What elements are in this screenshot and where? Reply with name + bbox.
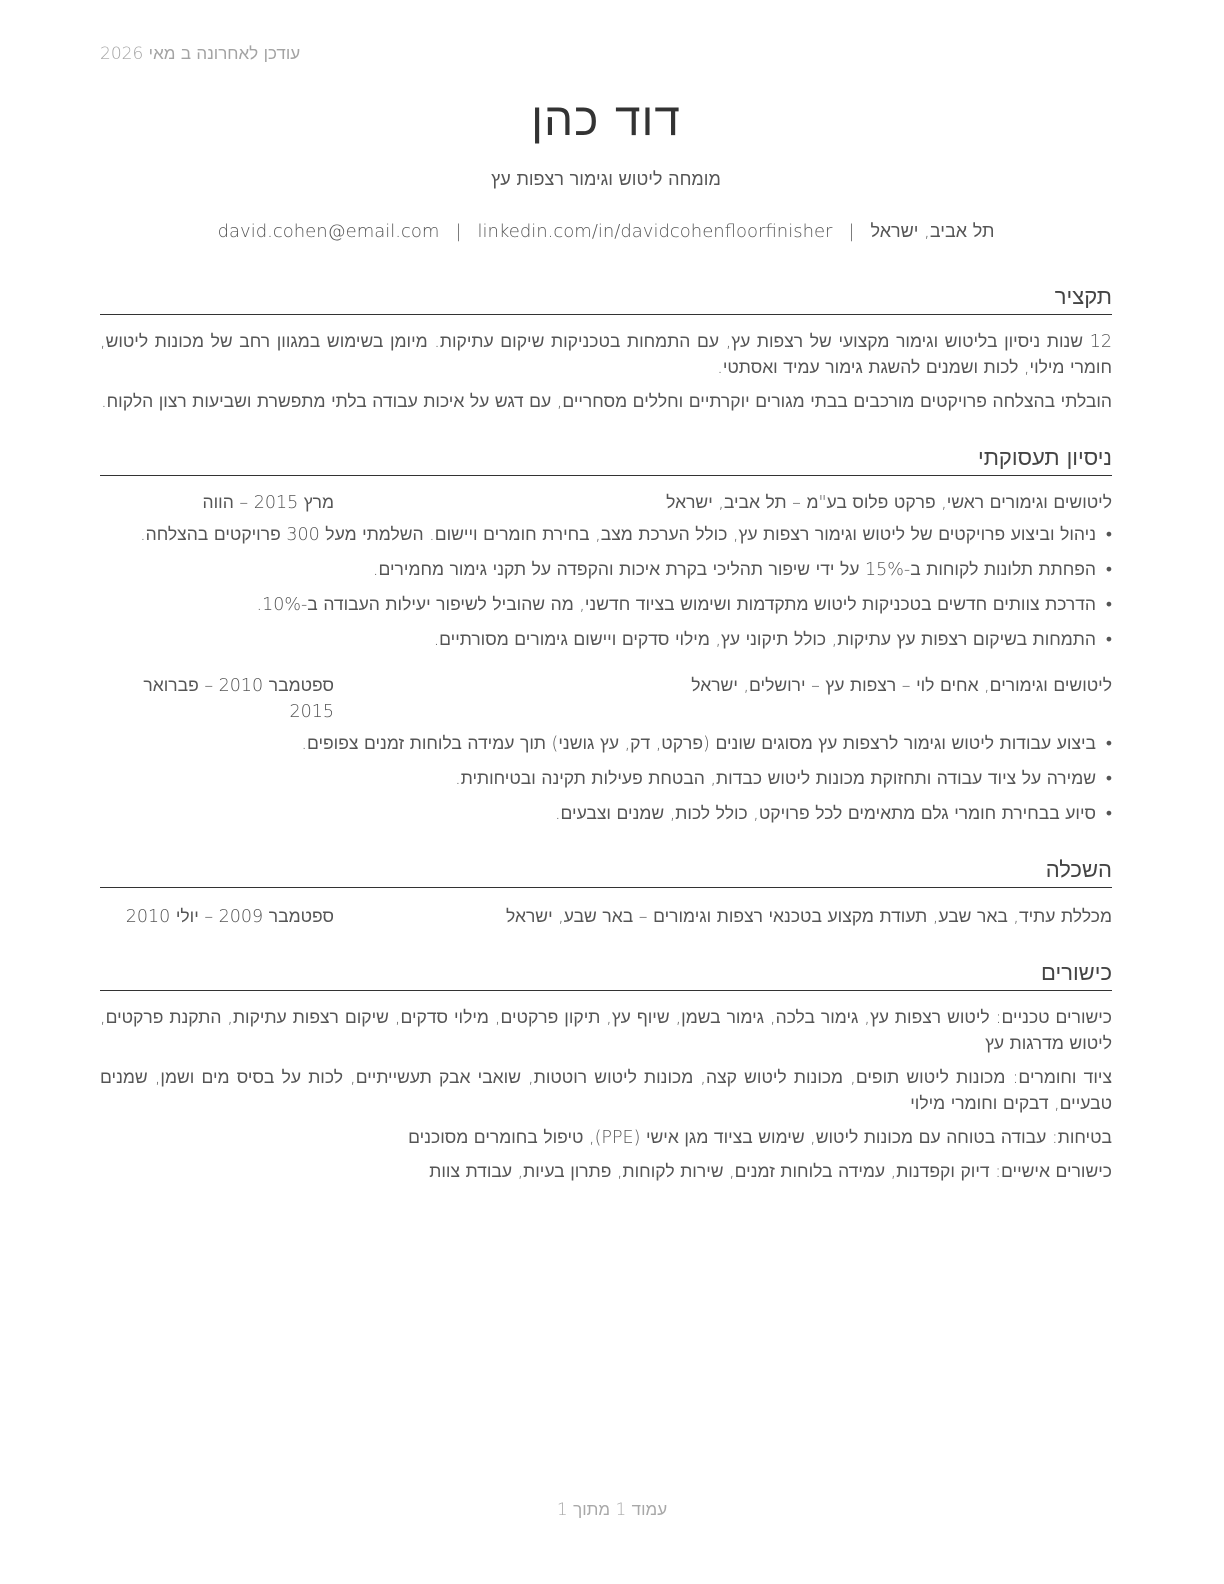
candidate-name: דוד כהן [531,92,681,146]
job-entry [100,673,1112,827]
location-text: תל אביב, ישראל [870,221,995,242]
skill-line: ציוד וחומרים: מכונות ליטוש תופים, מכונות ליטוש קצה, מכונות ליטוש רוטטות, שואבי אבק תעשייתיים, לכות על בסיס מים ושמן, שמנים טבעיים, דבקים וחומרי מילוי [100,1068,1112,1114]
experience-heading: ניסיון תעסוקתי [100,445,1112,476]
job-bullet [100,731,1112,757]
bullet-text: ניהול וביצוע פרויקטים של ליטוש וגימור רצפות עץ, כולל הערכת מצב, בחירת חומרים ויישום. השלמתי מעל 300 פרויקטים בהצלחה. [140,525,1096,545]
bullet-dot-icon: • [1105,525,1112,545]
bullet-text: ביצוע עבודות ליטוש וגימור לרצפות עץ מסוגים שונים (פרקט, דק, עץ גושני) תוך עמידה בלוחות זמנים צפופים. [301,734,1096,754]
contact-separator: | [455,221,462,242]
last-updated-note: עודכן לאחרונה ב מאי 2026 [100,44,301,64]
education-heading: השכלה [100,857,1112,888]
contact-separator: | [848,221,855,242]
job-dates: ספטמבר 2010 – פברואר 2015 [143,676,334,722]
job-bullet [100,592,1112,618]
summary-heading: תקציר [100,284,1112,315]
page-number: עמוד 1 מתוך 1 [556,1500,668,1520]
skills-heading: כישורים [100,960,1112,991]
bullet-dot-icon: • [1105,560,1112,580]
bullet-dot-icon: • [1105,734,1112,754]
job-header [100,673,1112,725]
education-text: מכללת עתיד, באר שבע, תעודת מקצוע בטכנאי רצפות וגימורים – באר שבע, ישראל [506,907,1112,927]
job-dates: מרץ 2015 – הווה [202,493,334,513]
job-bullet [100,557,1112,583]
candidate-title: מומחה ליטוש וגימור רצפות עץ [491,169,721,190]
bullet-text: התמחות בשיקום רצפות עץ עתיקות, כולל תיקוני עץ, מילוי סדקים ויישום גימורים מסורתיים. [433,630,1096,650]
bullet-dot-icon: • [1105,595,1112,615]
job-entry [100,490,1112,653]
job-bullet [100,766,1112,792]
resume-page [100,88,1112,1185]
summary-paragraph: הובלתי בהצלחה פרויקטים מורכבים בבתי מגורים יוקרתיים וחללים מסחריים, עם דגש על איכות עבודה בלתי מתפשרת ושביעות רצון הלקוח. [101,392,1112,412]
job-bullets [100,731,1112,827]
skill-line: כישורים אישיים: דיוק וקפדנות, עמידה בלוחות זמנים, שירות לקוחות, פתרון בעיות, עבודת צוות [429,1162,1112,1182]
education-dates: ספטמבר 2009 – יולי 2010 [125,907,334,927]
job-role: ליטושים וגימורים, אחים לוי – רצפות עץ – ירושלים, ישראל [691,676,1112,696]
job-bullet [100,627,1112,653]
bullet-text: סיוע בבחירת חומרי גלם מתאימים לכל פרויקט, כולל לכות, שמנים וצבעים. [554,804,1096,824]
email-link[interactable]: david.cohen@email.com [217,221,440,242]
job-bullet [100,801,1112,827]
bullet-dot-icon: • [1105,630,1112,650]
linkedin-link[interactable]: linkedin.com/in/davidcohenfloorfinisher [477,221,833,242]
job-bullets [100,522,1112,653]
job-header [100,490,1112,516]
bullet-text: שמירה על ציוד עבודה ותחזוקת מכונות ליטוש כבדות, הבטחת פעילות תקינה ובטיחותית. [455,769,1096,789]
bullet-text: הפחתת תלונות לקוחות ב-15% על ידי שיפור תהליכי בקרת איכות והקפדה על תקני גימור מחמירים. [372,560,1096,580]
job-bullet [100,522,1112,548]
contact-line [100,220,1112,244]
summary-paragraph: 12 שנות ניסיון בליטוש וגימור מקצועי של רצפות עץ, עם התמחות בטכניקות שיקום עתיקות. מיומן בשימוש במגוון רחב של מכונות ליטוש, חומרי מילוי, לכות ושמנים להשגת גימור עמיד ואסתטי. [100,332,1112,378]
skill-line: כישורים טכניים: ליטוש רצפות עץ, גימור בלכה, גימור בשמן, שיוף עץ, תיקון פרקטים, מילוי סדקים, שיקום רצפות עתיקות, התקנת פרקטים, ליטוש מדרגות עץ [100,1008,1112,1054]
job-role: ליטושים וגימורים ראשי, פרקט פלוס בע"מ – תל אביב, ישראל [666,493,1112,513]
bullet-text: הדרכת צוותים חדשים בטכניקות ליטוש מתקדמות ושימוש בציוד חדשני, מה שהוביל לשיפור יעילות העבודה ב-10%. [256,595,1096,615]
skill-line: בטיחות: עבודה בטוחה עם מכונות ליטוש, שימוש בציוד מגן אישי (PPE), טיפול בחומרים מסוכנים [408,1128,1112,1148]
bullet-dot-icon: • [1105,769,1112,789]
bullet-dot-icon: • [1105,804,1112,824]
education-entry [100,904,1112,930]
